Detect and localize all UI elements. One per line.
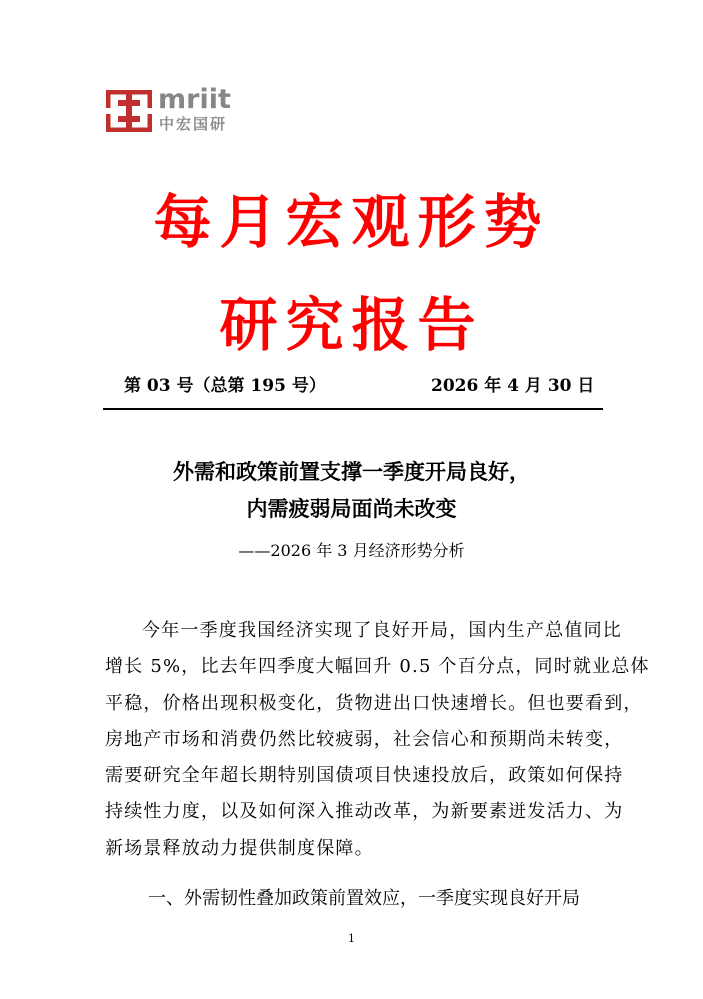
paragraph-line: 持续性力度，以及如何深入推动改革，为新要素迸发活力、为 [105,801,624,823]
paragraph-line: 需要研究全年超长期特别国债项目快速投放后，政策如何保持 [105,765,624,787]
paragraph-line: 平稳，价格出现积极变化，货物进出口快速增长。但也要看到， [105,692,643,714]
report-title-line1: 每月宏观形势 [153,188,550,256]
article-subtitle: ——2026 年 3 月经济形势分析 [238,541,465,560]
paragraph-line: 增长 5%，比去年四季度大幅回升 0.5 个百分点，同时就业总体 [105,656,650,678]
paragraph-line: 房地产市场和消费仍然比较疲弱，社会信心和预期尚未转变， [105,728,624,750]
page-number: 1 [348,932,355,945]
issue-date: 2026 年 4 月 30 日 [431,376,595,396]
paragraph-line: 新场景释放动力提供制度保障。 [105,837,374,859]
section-heading: 一、外需韧性叠加政策前置效应，一季度实现良好开局 [148,888,580,909]
paragraph-line: 今年一季度我国经济实现了良好开局，国内生产总值同比 [142,620,622,641]
mriit-logo-mark-icon [106,90,152,132]
header-divider [103,408,603,410]
article-heading-line2: 内需疲弱局面尚未改变 [246,496,457,521]
issue-number: 第 03 号（总第 195 号） [124,376,326,396]
logo [106,84,246,134]
article-heading-line1: 外需和政策前置支撑一季度开局良好， [173,459,530,484]
intro-paragraph [105,613,650,867]
logo-name-en: mriit [158,84,231,115]
logo-name-cn: 中宏国研 [159,115,228,133]
report-title-line2: 研究报告 [219,291,484,359]
